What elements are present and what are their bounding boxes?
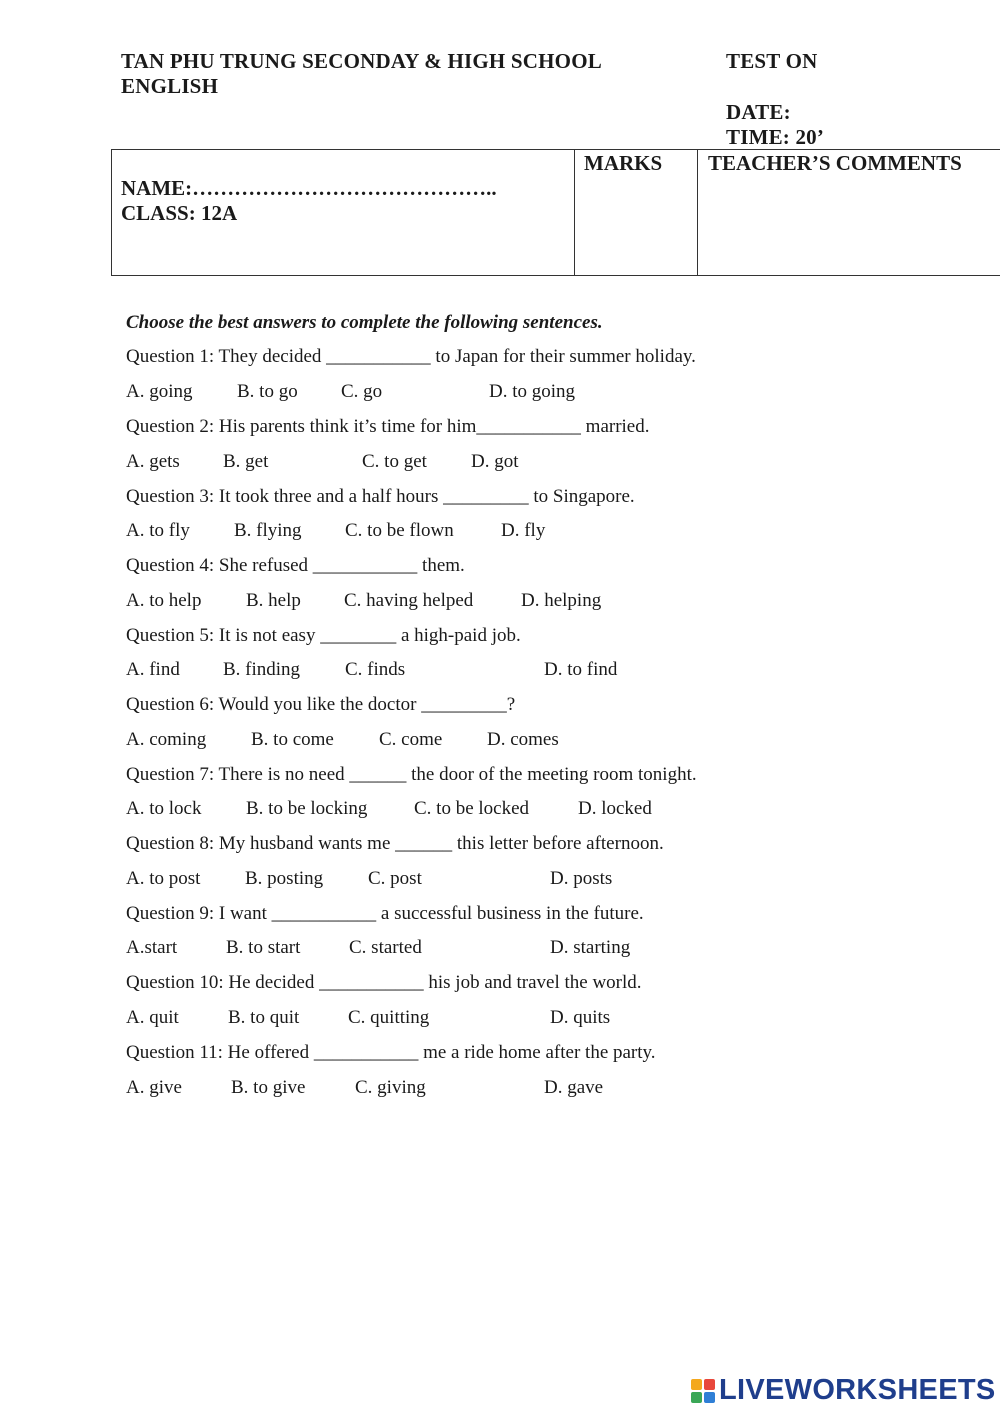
option-b[interactable]: B. to quit (228, 1007, 300, 1028)
option-d[interactable]: D. comes (487, 729, 559, 750)
option-b[interactable]: B. posting (245, 868, 324, 889)
option-c[interactable]: C. having helped (344, 590, 474, 611)
question-text: Question 10: He decided ___________ his job and travel the world. (126, 972, 642, 993)
option-a[interactable]: A. going (126, 381, 193, 402)
option-c[interactable]: C. quitting (348, 1007, 430, 1028)
question-text: Question 9: I want ___________ a successful business in the future. (126, 903, 644, 924)
option-a[interactable]: A. give (126, 1077, 182, 1098)
option-b[interactable]: B. get (223, 451, 269, 472)
option-b[interactable]: B. to start (226, 937, 301, 958)
option-c[interactable]: C. to get (362, 451, 427, 472)
option-b[interactable]: B. to give (231, 1077, 306, 1098)
option-c[interactable]: C. finds (345, 659, 406, 680)
marks-header: MARKS (584, 151, 663, 175)
option-b[interactable]: B. finding (223, 659, 301, 680)
name-field[interactable]: NAME:…………………………………….. (121, 176, 497, 200)
school-name: TAN PHU TRUNG SECONDAY & HIGH SCHOOL (121, 49, 602, 73)
option-a[interactable]: A. to help (126, 590, 202, 611)
option-a[interactable]: A. gets (126, 451, 180, 472)
option-c[interactable]: C. go (341, 381, 383, 402)
date-label: DATE: (726, 100, 791, 124)
option-d[interactable]: D. locked (578, 798, 652, 819)
question-text: Question 6: Would you like the doctor _________? (126, 694, 516, 715)
option-c[interactable]: C. post (368, 868, 422, 889)
option-d[interactable]: D. gave (544, 1077, 604, 1098)
question-text: Question 5: It is not easy ________ a high-paid job. (126, 625, 521, 646)
option-a[interactable]: A. quit (126, 1007, 179, 1028)
class-label: CLASS: 12A (121, 201, 238, 225)
subject-title: ENGLISH (121, 74, 219, 98)
option-d[interactable]: D. helping (521, 590, 602, 611)
instructions: Choose the best answers to complete the following sentences. (126, 312, 603, 333)
test-on-label: TEST ON (726, 49, 818, 73)
table-divider (697, 149, 698, 275)
option-a[interactable]: A. to post (126, 868, 201, 889)
option-b[interactable]: B. to be locking (246, 798, 368, 819)
option-a[interactable]: A. coming (126, 729, 207, 750)
option-a[interactable]: A. find (126, 659, 180, 680)
question-text: Question 1: They decided ___________ to Japan for their summer holiday. (126, 346, 696, 367)
option-d[interactable]: D. to find (544, 659, 618, 680)
option-d[interactable]: D. got (471, 451, 519, 472)
option-b[interactable]: B. flying (234, 520, 302, 541)
question-text: Question 4: She refused ___________ them. (126, 555, 465, 576)
table-divider (574, 149, 575, 275)
option-b[interactable]: B. help (246, 590, 301, 611)
question-text: Question 2: His parents think it’s time for him___________ married. (126, 416, 650, 437)
question-text: Question 11: He offered ___________ me a ride home after the party. (126, 1042, 656, 1063)
option-d[interactable]: D. starting (550, 937, 631, 958)
question-text: Question 3: It took three and a half hours _________ to Singapore. (126, 486, 635, 507)
option-c[interactable]: C. come (379, 729, 443, 750)
liveworksheets-logo-text: LIVEWORKSHEETS (719, 1374, 996, 1406)
question-text: Question 8: My husband wants me ______ this letter before afternoon. (126, 833, 664, 854)
question-text: Question 7: There is no need ______ the door of the meeting room tonight. (126, 764, 697, 785)
option-d[interactable]: D. quits (550, 1007, 611, 1028)
option-a[interactable]: A.start (126, 937, 178, 958)
option-b[interactable]: B. to go (237, 381, 298, 402)
option-a[interactable]: A. to lock (126, 798, 202, 819)
time-label: TIME: 20’ (726, 125, 825, 149)
option-c[interactable]: C. started (349, 937, 422, 958)
option-d[interactable]: D. to going (489, 381, 576, 402)
option-a[interactable]: A. to fly (126, 520, 190, 541)
option-d[interactable]: D. fly (501, 520, 546, 541)
option-c[interactable]: C. to be locked (414, 798, 530, 819)
option-d[interactable]: D. posts (550, 868, 613, 889)
option-c[interactable]: C. giving (355, 1077, 426, 1098)
teacher-comments-header: TEACHER’S COMMENTS (708, 151, 962, 175)
liveworksheets-logo (690, 1374, 996, 1407)
option-b[interactable]: B. to come (251, 729, 334, 750)
option-c[interactable]: C. to be flown (345, 520, 454, 541)
liveworksheets-logo-icon (690, 1378, 716, 1404)
